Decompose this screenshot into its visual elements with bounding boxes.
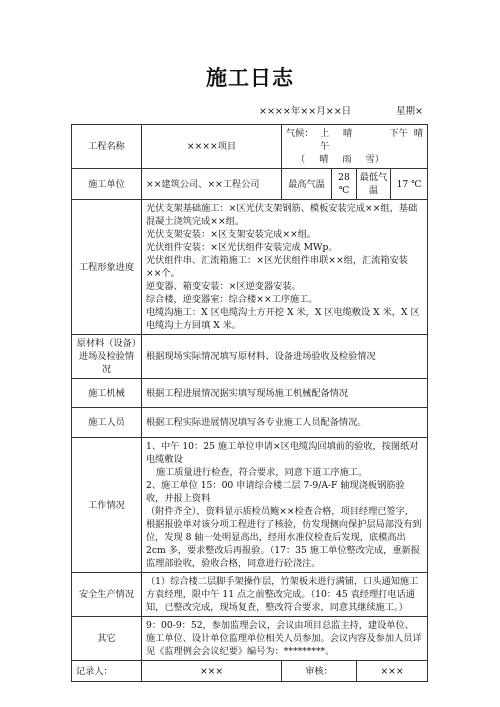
- weather-cell: [282, 125, 428, 169]
- safety-label: 安全生产情况: [72, 573, 142, 617]
- safety-value: （1）综合楼二层脚手架操作层，竹架板未进行满铺，口头通知施工方袁经理，限中午 11 点之前整改完成。（10：45 袁经理打电话通知，已整改完成，现场复查，整改符合要求，同意其继续施工。）: [142, 573, 428, 617]
- work-item-1-first: 1、中午 10：25 施工单位申请×区电缆沟回填前的验收，按图纸对电缆敷设: [146, 441, 419, 465]
- weather-option-2: 雨: [342, 154, 352, 165]
- reviewer-label: 审核：: [282, 661, 357, 682]
- recorder-label: 记录人：: [72, 661, 142, 682]
- row-project: [72, 125, 428, 169]
- unit-value: ××建筑公司、××工程公司: [142, 169, 282, 200]
- progress-label: 工程形象进度: [72, 200, 142, 335]
- row-progress: [72, 200, 428, 335]
- construction-log-table: [71, 124, 428, 682]
- progress-line: 光伏组件安装：×区光伏组件安装完成 MWp。: [146, 242, 338, 253]
- weather-line-1: [286, 127, 423, 153]
- progress-content: [142, 200, 428, 335]
- weather-am-value: 晴: [343, 128, 353, 139]
- materials-label: 原材料（设备）进场及检验情况: [72, 335, 142, 379]
- row-machinery: [72, 379, 428, 408]
- max-temp-label: 最高气温: [282, 169, 332, 200]
- log-weekday: 星期×: [396, 106, 423, 117]
- machinery-value: 根据工程进展情况据实填写现场施工机械配备情况: [142, 379, 428, 408]
- progress-line: 综合楼，逆变器室：综合楼××工序施工。: [146, 294, 318, 305]
- progress-line: 光伏组件串、汇流箱施工：×区光伏组件串联××组，汇流箱安装××个。: [146, 255, 408, 279]
- max-temp-value: 28 ℃: [332, 169, 357, 200]
- unit-label: 施工单位: [72, 169, 142, 200]
- machinery-label: 施工机械: [72, 379, 142, 408]
- row-unit: [72, 169, 428, 200]
- row-personnel: [72, 408, 428, 438]
- work-item-1-rest: 施工质量进行检查，符合要求，同意下道工序施工。: [156, 467, 368, 478]
- other-label: 其它: [72, 617, 142, 661]
- work-content: [142, 438, 428, 573]
- progress-line: 电缆沟施工：X 区电缆沟土方开挖 X 米，X 区电缆敷设 X 米，X 区电缆沟土方回填 X 米。: [146, 307, 420, 331]
- recorder-value: ×××: [142, 661, 282, 682]
- weather-am-label: 上午: [320, 128, 330, 152]
- log-date: ××××年××月××日: [259, 106, 352, 117]
- min-temp-value: 17 ℃: [391, 169, 428, 200]
- row-work: [72, 438, 428, 573]
- weather-label: 气候：: [286, 128, 314, 139]
- weather-option-1: 晴: [319, 154, 329, 165]
- reviewer-value: ×××: [357, 661, 428, 682]
- other-value: 9：00-9：52，参加监理会议，会议由项目总监主持，建设单位、施工单位、设计单位监理单位相关人员参加。会议内容及参加人员详见《监理例会会议纪要》编号为：*********。: [142, 617, 428, 661]
- progress-line: 逆变器、箱变安装：×区逆变器安装。: [146, 281, 301, 292]
- project-name-value: ××××项目: [142, 125, 282, 169]
- weather-line-2: [286, 153, 423, 166]
- row-safety: [72, 573, 428, 617]
- date-line: [0, 103, 500, 117]
- progress-line: 光伏支架基础施工：×区光伏支架钢筋、模板安装完成××组，基础混凝土浇筑完成××组。: [146, 203, 418, 227]
- personnel-label: 施工人员: [72, 408, 142, 438]
- weather-option-3: 雪）: [365, 154, 384, 165]
- min-temp-label: 最低气温: [357, 169, 391, 200]
- row-other: [72, 617, 428, 661]
- work-item-2-first: 2、施工单位 15：00 申请综合楼二层 7-9/A-F 轴现浇板钢筋验收，并报上资料: [146, 480, 405, 504]
- page-title: 施工日志: [206, 66, 294, 90]
- personnel-value: 根据工程实际进展情况填写各专业施工人员配备情况。: [142, 408, 428, 438]
- work-item-2-rest: （附件齐全），资料显示质检员鲍××检查合格，项目经理已签字，根据报验单对该分项工程进行了核验，仿发现侧向保护层局部没有到位，发现 8 轴一处明显高出，经用水准仪检查后发现，底模高出 2cm 多，要求整改后再报验。（17：35 施工单位整改完成，重新报监理部验收，验收合格，同意进行砼浇注。: [146, 506, 422, 569]
- row-materials: [72, 335, 428, 379]
- weather-pm-label: 下午: [389, 128, 408, 139]
- materials-value: 根据现场实际情况填写原材料、设备进场验收及检验情况: [142, 335, 428, 379]
- progress-line: 光伏支架安装：×区支架安装完成××组。: [146, 229, 317, 240]
- project-name-label: 工程名称: [72, 125, 142, 169]
- row-footer: [72, 661, 428, 682]
- work-label: 工作情况: [72, 438, 142, 573]
- weather-options-open: （: [296, 154, 306, 165]
- weather-pm-value: 晴: [413, 128, 423, 139]
